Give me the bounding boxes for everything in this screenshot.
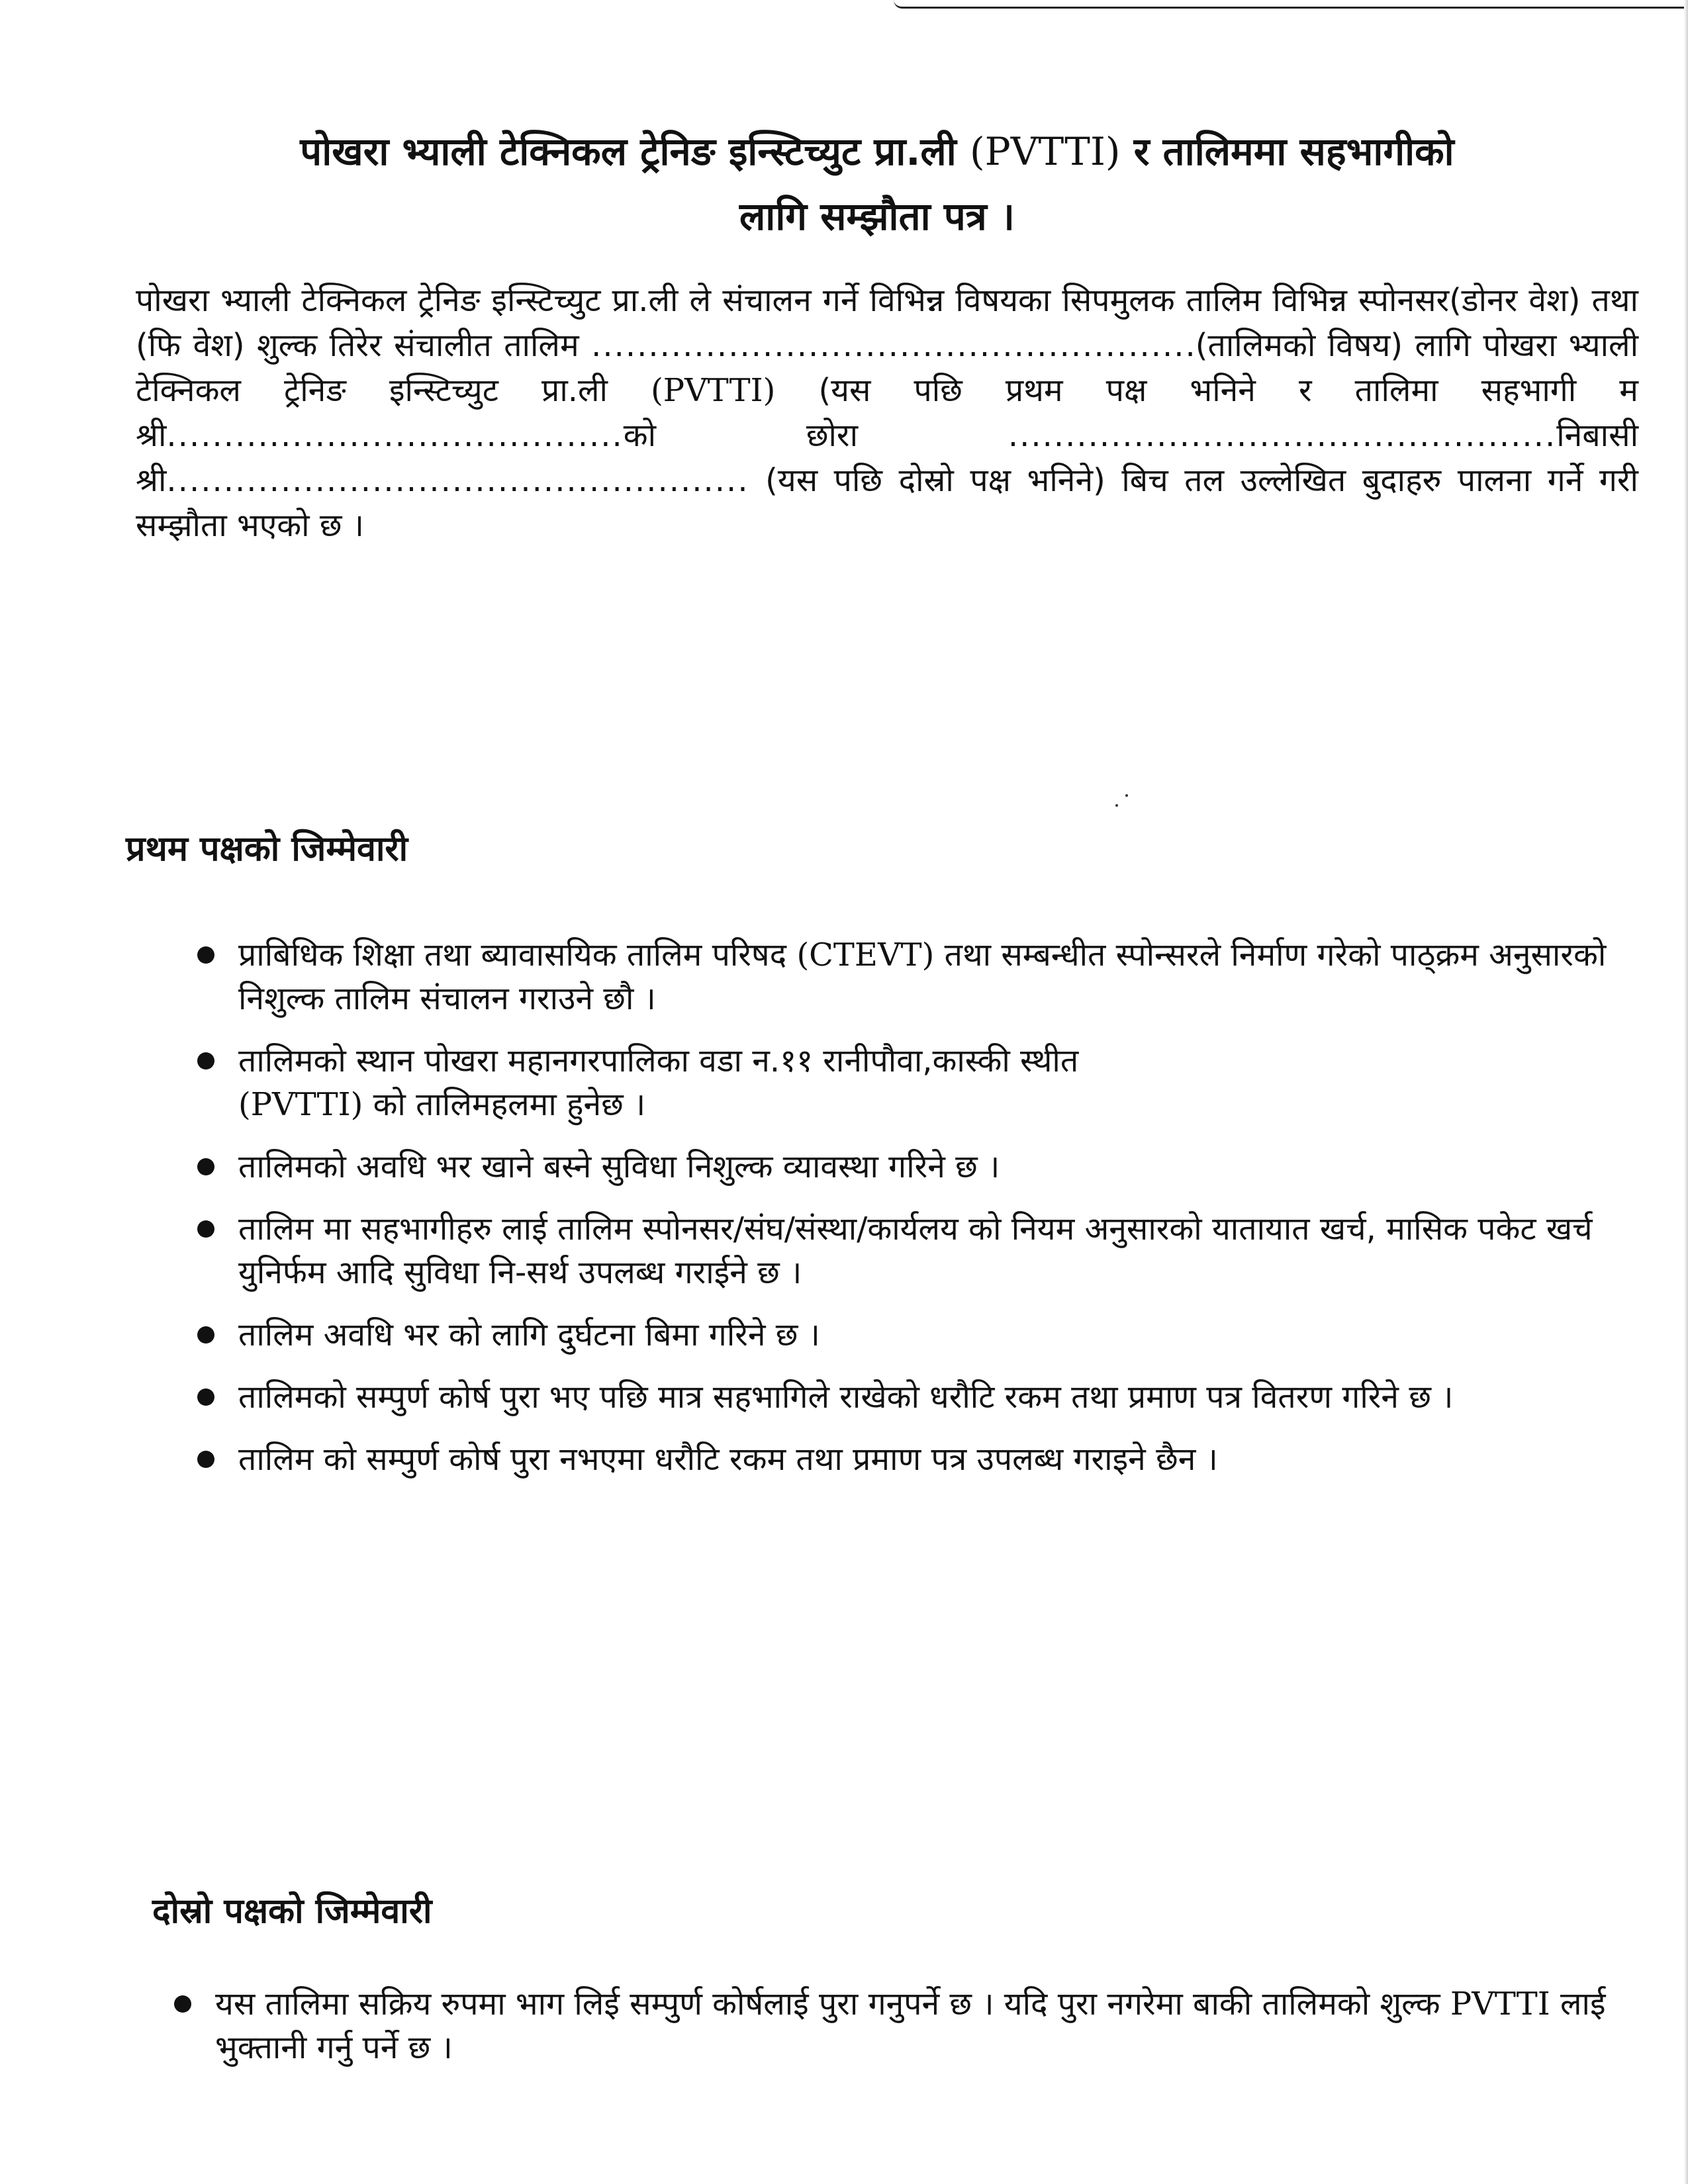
list-item-text: प्राबिधिक शिक्षा तथा ब्यावासयिक तालिम परिषद — [238, 936, 787, 974]
list-item-text: तालिमको स्थान पोखरा महानगरपालिका वडा न.११ रानीपौवा,कास्की स्थीत — [238, 1042, 1079, 1079]
scan-edge-top — [894, 0, 1688, 9]
section-1-list — [192, 933, 1615, 1500]
blank-address: ................................................... — [166, 462, 749, 499]
section-2-list — [169, 1982, 1632, 2088]
list-item — [192, 1437, 1615, 1481]
list-item-text-post: को तालिमहलमा हुनेछ । — [373, 1086, 646, 1123]
scan-speck — [1115, 804, 1118, 807]
blank-father-name: ................................................ — [1008, 417, 1557, 454]
bullet-icon — [174, 1995, 191, 2013]
list-item-text: तालिम को सम्पुर्ण कोर्ष पुरा नभएमा धरौटि रकम तथा प्रमाण पत्र उपलब्ध गराइने छैन । — [238, 1441, 1218, 1478]
list-item-code: (CTEVT) — [796, 936, 935, 974]
intro-part-4: को छोरा — [623, 417, 858, 454]
list-item-code: PVTTI — [1450, 1985, 1550, 2023]
scan-speck — [1125, 794, 1128, 797]
intro-part-2: .(तालिमको विषय) लागि पोखरा भ्याली टेक्निकल ट्रेनिङ इन्स्टिच्युट प्रा.ली — [136, 327, 1639, 409]
intro-code: (PVTTI) — [651, 372, 776, 409]
bullet-icon — [197, 1388, 214, 1406]
intro-part-3: (यस पछि प्रथम पक्ष भनिने र तालिमा सहभागी म श्री — [136, 372, 1638, 454]
blank-participant-name: ........................................ — [166, 417, 624, 454]
scan-edge-right — [1684, 0, 1688, 2184]
section-1-heading: प्रथम पक्षको जिम्मेवारी — [126, 829, 408, 869]
list-item-text: तालिम अवधि भर को लागि दुर्घटना बिमा गरिने छ । — [238, 1316, 820, 1353]
title-line-1 — [132, 119, 1622, 184]
intro-part-5: निबासी श्री — [136, 417, 1638, 499]
bullet-icon — [197, 1451, 214, 1468]
list-item-text: तालिम मा सहभागीहरु लाई तालिम स्पोनसर/संघ/संस्था/कार्यलय को नियम अनुसारको यातायात खर्च, मासिक पकेट खर्च युनिर्फम आदि सुविधा नि-सर्थ उपलब्ध गराईने छ । — [238, 1210, 1593, 1291]
bullet-icon — [197, 1052, 214, 1069]
bullet-icon — [197, 1158, 214, 1175]
list-item-text: यस तालिमा सक्रिय रुपमा भाग लिई सम्पुर्ण कोर्षलाई पुरा गनुपर्ने छ । यदि पुरा नगरेमा बाकी तालिमको शुल्क — [215, 1985, 1440, 2023]
list-item — [192, 1145, 1615, 1189]
list-item-text: तालिमको सम्पुर्ण कोर्ष पुरा भए पछि मात्र सहभागिले राखेको धरौटि रकम तथा प्रमाण पत्र वितरण गरिने छ । — [238, 1379, 1454, 1416]
intro-part-6: (यस पछि दोस्रो पक्ष भनिने) बिच तल उल्लेखित बुदाहरु पालना गर्ने गरी सम्झौता भएको छ । — [136, 462, 1638, 544]
list-item — [192, 1313, 1615, 1357]
intro-part-1: पोखरा भ्याली टेक्निकल ट्रेनिङ इन्स्टिच्युट प्रा.ली ले संचालन गर्ने विभिन्न विषयका सिपमुलक तालिम विभिन्न स्पोनसर(डोनर वेश) तथा (फि वेश) शुल्क तिरेर संचालीत तालिम — [136, 282, 1638, 364]
blank-training-subject: .................................................... — [591, 327, 1186, 364]
section-2-heading: दोस्रो पक्षको जिम्मेवारी — [152, 1891, 432, 1931]
list-item — [169, 1982, 1632, 2070]
list-item — [192, 933, 1615, 1021]
list-item — [192, 1207, 1615, 1295]
list-item-text: तालिमको अवधि भर खाने बस्ने सुविधा निशुल्क व्यावस्था गरिने छ । — [238, 1148, 1000, 1185]
title-code: (PVTTI) — [969, 129, 1121, 174]
list-item-text-post: लाई भुक्तानी गर्नु पर्ने छ । — [215, 1985, 1606, 2066]
title-line-2: लागि सम्झौता पत्र । — [739, 194, 1015, 239]
list-item-text-post: तथा सम्बन्धीत स्पोन्सरले निर्माण गरेको पाठ्क्रम अनुसारको निशुल्क तालिम संचालन गराउने छौ । — [238, 936, 1607, 1017]
list-item — [192, 1039, 1615, 1126]
intro-paragraph — [136, 278, 1638, 548]
list-item — [192, 1375, 1615, 1419]
document-title — [132, 119, 1622, 249]
list-item-code: (PVTTI) — [238, 1086, 363, 1123]
bullet-icon — [197, 1326, 214, 1343]
bullet-icon — [197, 1220, 214, 1238]
title-line-1-pre: पोखरा भ्याली टेक्निकल ट्रेनिङ इन्स्टिच्युट प्रा.ली — [300, 129, 957, 174]
bullet-icon — [197, 946, 214, 964]
title-line-1-post: र तालिममा सहभागीको — [1133, 129, 1454, 174]
